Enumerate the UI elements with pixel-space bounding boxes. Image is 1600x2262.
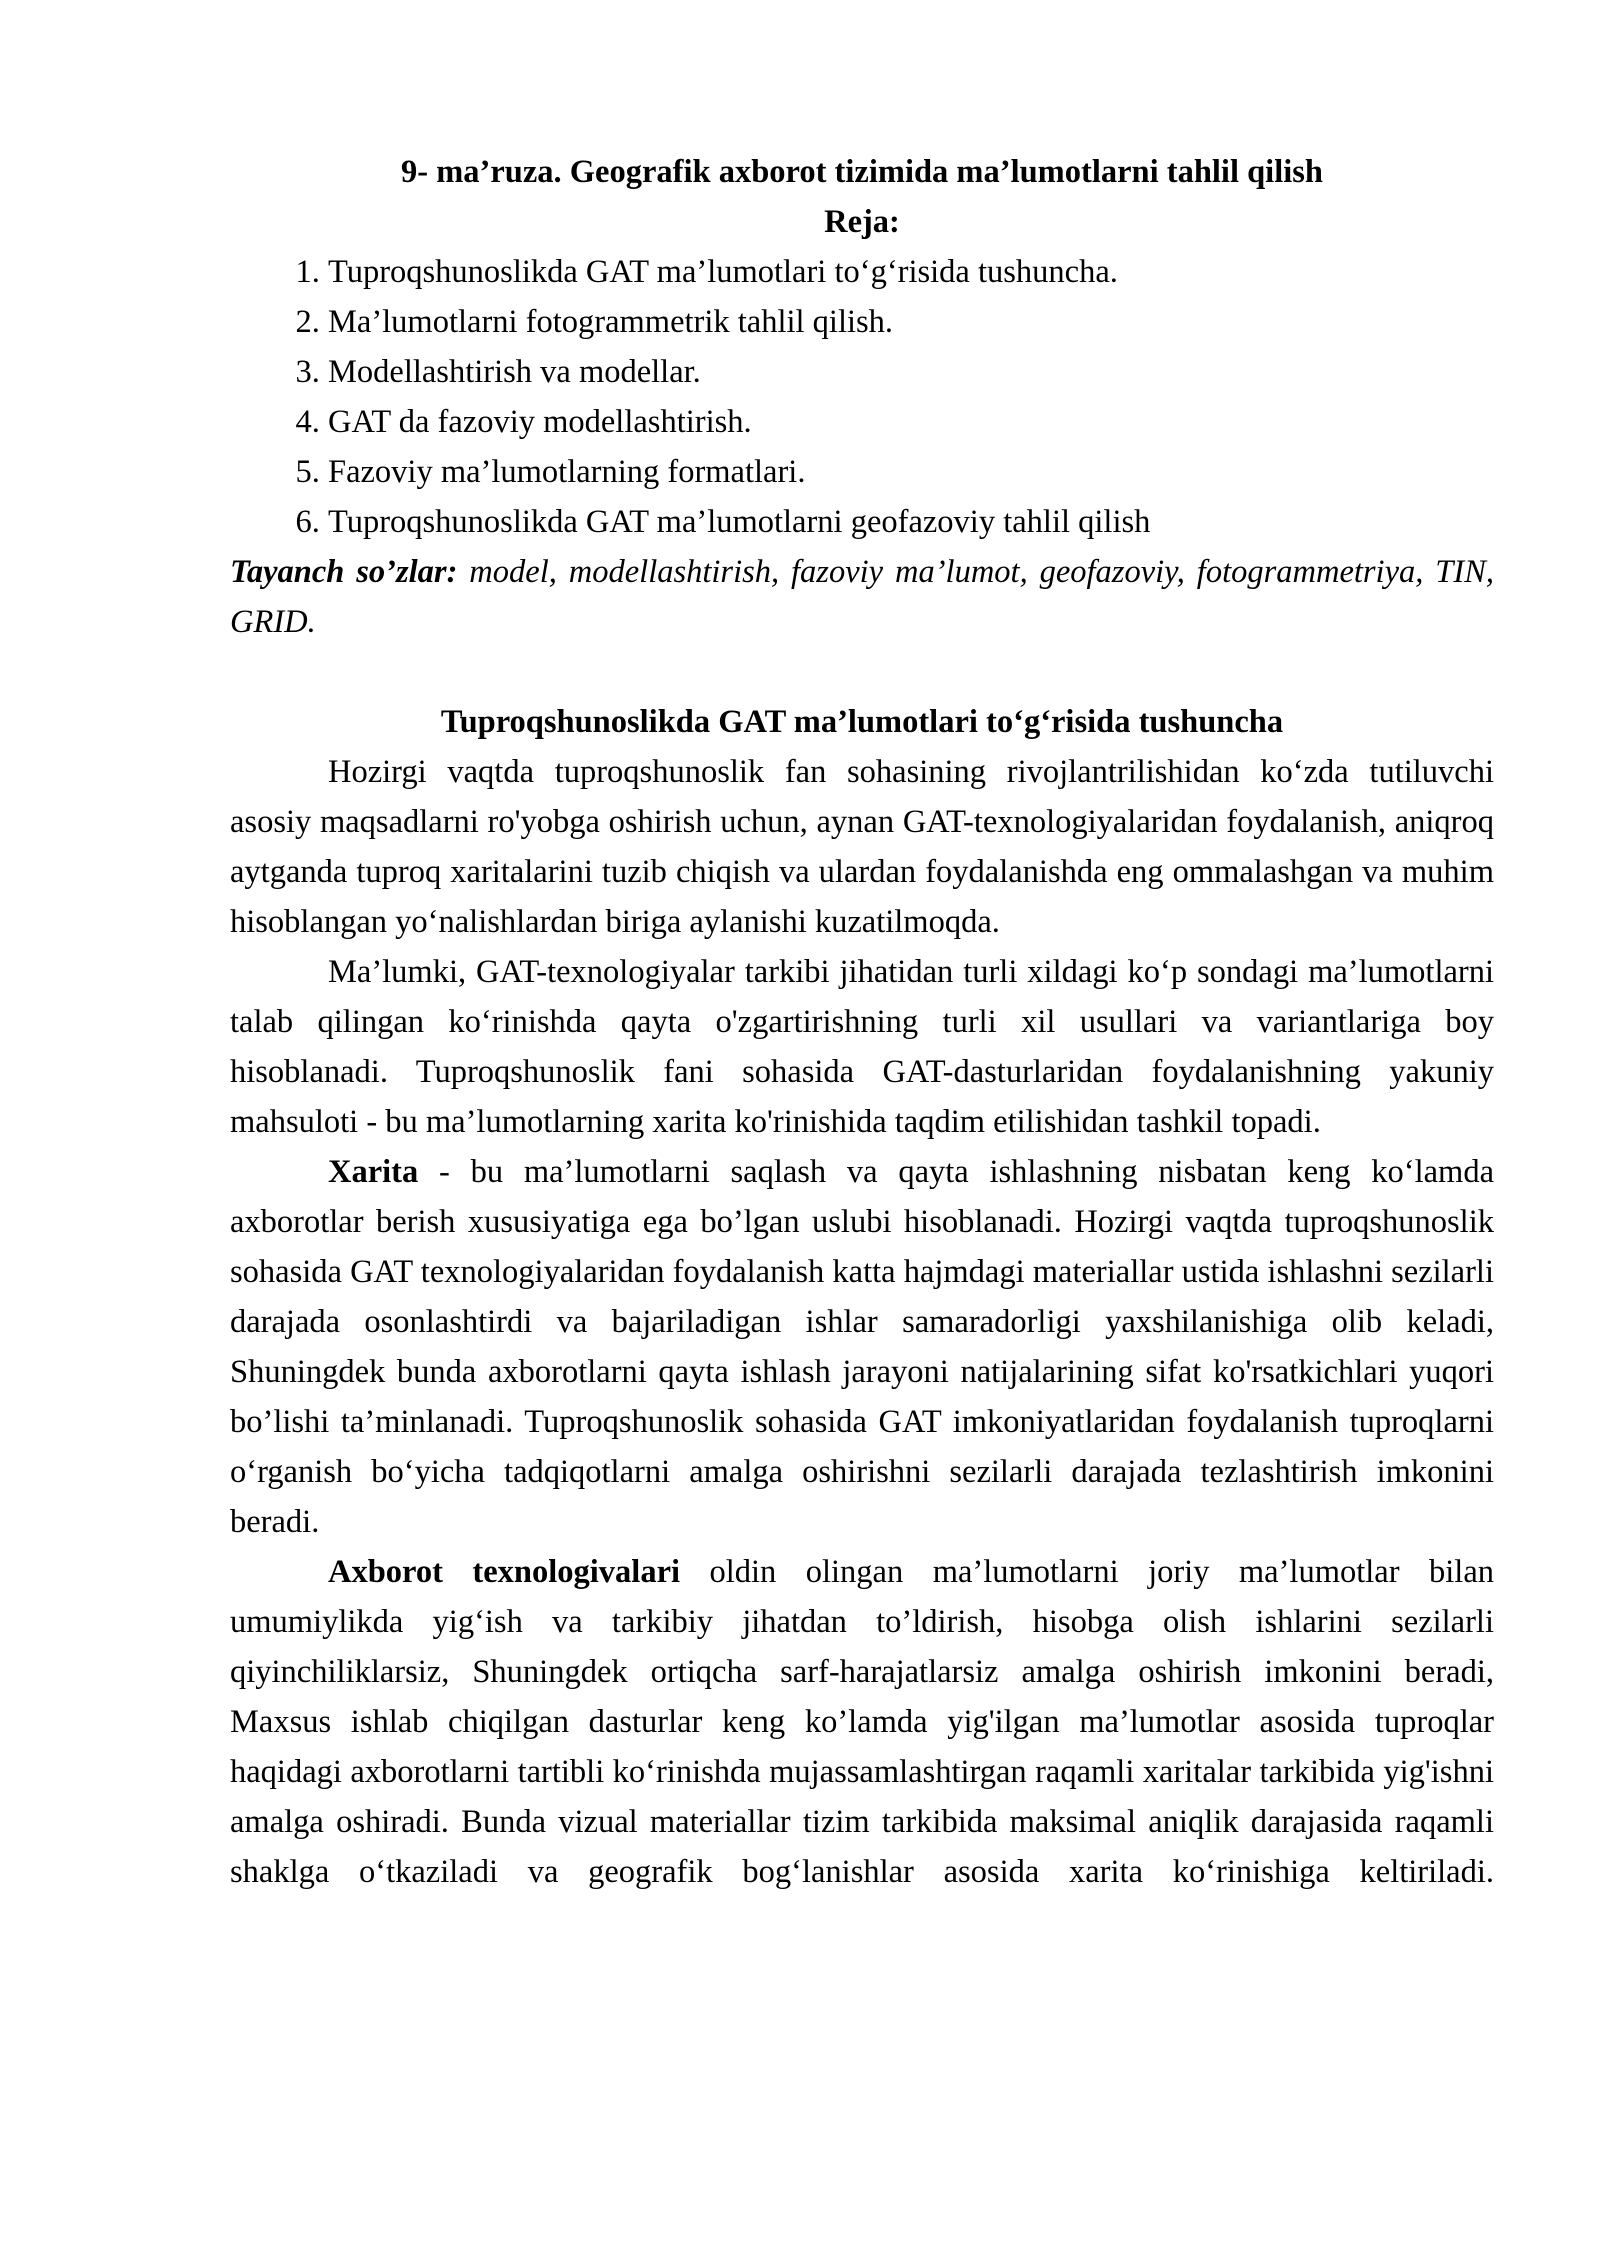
plan-item: 5. Fazoviy ma’lumotlarning formatlari.: [328, 447, 1494, 497]
plan-item: 6. Tuproqshunoslikda GAT ma’lumotlarni geofazoviy tahlil qilish: [328, 497, 1494, 547]
body-paragraph-1: Hozirgi vaqtda tuproqshunoslik fan sohasining rivojlantrilishidan ko‘zda tutiluvchi asosiy maqsadlarni ro'yobga oshirish uchun, aynan GAT-texnologiyalaridan foydalanish, aniqroq aytganda tuproq xaritalarini tuzib chiqish va ulardan foydalanishda eng ommalashgan va muhim hisoblangan yo‘nalishlardan biriga aylanishi kuzatilmoqda.: [230, 754, 1494, 940]
body-paragraph-3-text: - bu ma’lumotlarni saqlash va qayta ishlashning nisbatan keng ko‘lamda axborotlar berish xususiyatiga ega bo’lgan uslubi hisoblanadi. Hozirgi vaqtda tuproqshunoslik sohasida GAT texnologiyalaridan foydalanish katta hajmdagi materiallar ustida ishlashni sezilarli darajada osonlashtirdi va bajariladigan ishlar samaradorligi yaxshilanishiga olib keladi, Shuningdek bunda axborotlarni qayta ishlash jarayoni natijalarining sifat ko'rsatkichlari yuqori bo’lishi ta’minlanadi. Tuproqshunoslik sohasida GAT imkoniyatlaridan foydalanish tuproqlarni o‘rganish bo‘yicha tadqiqotlarni amalga oshirishni sezilarli darajada tezlashtirish imkonini beradi.: [230, 1154, 1494, 1540]
plan-item: 3. Modellashtirish va modellar.: [328, 347, 1494, 397]
body-paragraph-2: Ma’lumki, GAT-texnologiyalar tarkibi jihatidan turli xildagi ko‘p sondagi ma’lumotlarni talab qilingan ko‘rinishda qayta o'zgartirishning turli xil usullari va variantlariga boy hisoblanadi. Tuproqshunoslik fani sohasida GAT-dasturlaridan foydalanishning yakuniy mahsuloti - bu ma’lumotlarning xarita ko'rinishida taqdim etilishidan tashkil topadi.: [230, 954, 1494, 1140]
plan-heading: Reja:: [824, 204, 900, 240]
body-paragraph-3: [230, 1147, 1494, 1547]
lecture-title: 9- ma’ruza. Geografik axborot tizimida ma’lumotlarni tahlil qilish: [401, 154, 1323, 190]
body-paragraph-4-text: oldin olingan ma’lumotlarni joriy ma’lumotlar bilan umumiylikda yig‘ish va tarkibiy jihatdan to’ldirish, hisobga olish ishlarini sezilarli qiyinchiliklarsiz, Shuningdek ortiqcha sarf-harajatlarsiz amalga oshirish imkonini beradi, Maxsus ishlab chiqilgan dasturlar keng ko’lamda yig'ilgan ma’lumotlar asosida tuproqlar haqidagi axborotlarni tartibli ko‘rinishda mujassamlashtirgan raqamli xaritalar tarkibida yig'ishni amalga oshiradi. Bunda vizual materiallar tizim tarkibida maksimal aniqlik darajasida raqamli shaklga o‘tkaziladi va geografik bog‘lanishlar asosida xarita ko‘rinishiga keltiriladi.: [230, 1554, 1494, 1890]
keywords-label: Tayanch so’zlar:: [230, 554, 458, 590]
term-axborot-texnologiyalari: Axborot texnologivalari: [328, 1554, 681, 1590]
plan-item: 2. Ma’lumotlarni fotogrammetrik tahlil qilish.: [328, 297, 1494, 347]
plan-item: 1. Tuproqshunoslikda GAT ma’lumotlari to‘g‘risida tushuncha.: [328, 247, 1494, 297]
body-paragraph-4: [230, 1547, 1494, 1897]
document-page: [230, 147, 1494, 1897]
term-xarita: Xarita: [328, 1154, 419, 1190]
section-heading: Tuproqshunoslikda GAT ma’lumotlari to‘g‘risida tushuncha: [440, 704, 1284, 740]
keywords-paragraph: [230, 547, 1494, 647]
keywords-text: model, modellashtirish, fazoviy ma’lumot, geofazoviy, fotogrammetriya, TIN, GRID.: [230, 554, 1494, 640]
plan-list: [230, 247, 1494, 547]
plan-item: 4. GAT da fazoviy modellashtirish.: [328, 397, 1494, 447]
